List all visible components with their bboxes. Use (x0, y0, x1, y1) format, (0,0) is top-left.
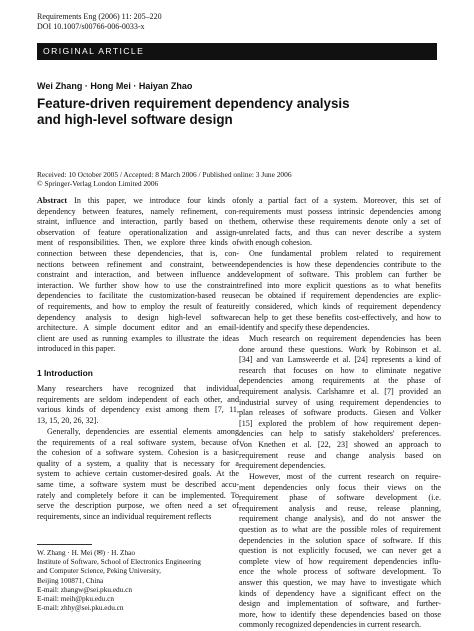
text-line: the cohesion of a software system. Cohesion is a basic (37, 448, 239, 458)
text-line: refined into more explicit questions as to what benefits (239, 280, 441, 290)
affiliation-line: Beijing 100871, China (37, 575, 104, 585)
body-paragraph (239, 249, 441, 334)
text-line: [34] and van Lamsweerde et al. [24] represents a kind of (239, 355, 441, 365)
text-line: requirement change analysis), and do not answer the (239, 514, 441, 524)
text-line: architecture. A simple document editor and an email- (37, 323, 239, 333)
text-line: with enough cohesion. (239, 238, 313, 248)
text-line: research that focuses on how to eliminate negative (239, 365, 441, 375)
text-line: done around these questions. Work by Robinson et al. (239, 344, 441, 354)
affiliation-line: Institute of Software, School of Electronics Engineering (37, 557, 201, 567)
text-line: rately and completely before it can be implemented. To (37, 490, 239, 500)
text-line: ence the whole process of software development. To (239, 567, 441, 577)
text-line: same time, a software system must be described accu- (37, 479, 239, 489)
text-line: can help to get these benefits cost-effectively, and how to (239, 312, 441, 322)
text-line: requirements, since an individual requirement reflects (37, 511, 212, 521)
text-line: However, most of the current research on require- (249, 472, 441, 481)
text-line: the requirements of a real software system, because of (37, 437, 239, 447)
text-line: dependencies is how these dependencies contribute to the (239, 259, 441, 269)
copyright-line: © Springer-Verlag London Limited 2006 (37, 179, 159, 189)
text-line: Abstract In this paper, we introduce four kinds of (37, 196, 239, 205)
text-line: them, otherwise these requirements denote only a set of (239, 217, 441, 227)
text-line: development of software. This problem can further be (239, 270, 441, 280)
article-type-label: ORIGINAL ARTICLE (43, 46, 145, 56)
text-line: straint, influence and interaction, partly based on the (37, 217, 239, 227)
text-line: only a partial fact of a system. Moreover, this set of (239, 196, 441, 205)
text-line: interaction. We further show how to use the constraint (37, 280, 239, 290)
text-line: various kinds of dependency exist among them [7, 11, (37, 405, 239, 415)
affiliation-line: and Computer Science, Peking University, (37, 566, 161, 576)
text-line: requirement analysis and reuse, release planning, (239, 503, 441, 513)
text-line: dependency analysis to design high-level software (37, 312, 239, 322)
text-line: client are used as running examples to illustrate the ideas (37, 333, 239, 343)
text-line: industrial survey of using requirement dependencies to (239, 397, 441, 407)
intro-paragraph (37, 384, 239, 426)
text-line: observation of feature operationalization and assign- (37, 227, 239, 237)
journal-doi: DOI 10.1007/s00766-006-0033-x (37, 22, 145, 31)
text-line: requirements are seldom independent of each other, and (37, 394, 239, 404)
text-line: requirement analysis. Carlshamre et al. [7] provided an (239, 386, 441, 396)
title-line: Feature-driven requirement dependency analysis (37, 96, 350, 111)
email-line: E-mail: zhangw@sei.pku.edu.cn (37, 584, 133, 594)
text-line: system to achieve certain customer-desired goals. At the (37, 469, 239, 479)
text-line: dependency between features, namely refinement, con- (37, 206, 239, 216)
text-line: ment of responsibilities. Then, we explore three kinds of (37, 238, 239, 248)
text-line: connection between these dependencies, that is, con- (37, 248, 239, 258)
text-line: identify and specify these dependencies. (239, 323, 370, 333)
text-line: introduced in this paper. (37, 344, 116, 354)
text-line: answer this question, we may have to investigate which (239, 577, 441, 587)
text-line: quality of a system, a quality that is necessary for a (37, 458, 239, 468)
journal-header (37, 12, 162, 32)
article-type-banner (37, 43, 437, 60)
abstract-label: Abstract (37, 196, 68, 205)
text-line: commonly recognized dependencies in current research. (239, 620, 422, 630)
text-line: requirement dependencies. (239, 461, 326, 471)
text-line: of requirements, and how to employ the result of feature (37, 301, 239, 311)
text-line: design and implementation of software, and further- (239, 599, 441, 609)
affiliation-line: W. Zhang · H. Mei (✉) · H. Zhao (37, 548, 136, 557)
publication-dates (37, 170, 292, 189)
body-paragraph (239, 196, 441, 249)
text-line: requirement reuse and change analysis based on (239, 450, 441, 460)
title-line: and high-level software design (37, 112, 233, 127)
text-line: unrelated facts, and thus can never describe a system (239, 227, 441, 237)
text-line: [15] explored the problem of how requirement depen- (239, 418, 441, 428)
section-heading: 1 Introduction (37, 368, 93, 378)
affiliation (37, 548, 201, 612)
authors: Wei Zhang · Hong Mei · Haiyan Zhao (37, 81, 193, 91)
text-line: Von Knethen et al. [22, 23] showed an approach to (239, 439, 441, 449)
text-line: kinds of dependency have a significant effect on the (239, 588, 441, 598)
abstract (37, 196, 239, 355)
journal-citation: Requirements Eng (2006) 11: 205–220 (37, 12, 162, 21)
text-line: can be obtained if requirement dependencies are explic- (239, 291, 441, 301)
text-line: constraint and interaction, and between influence and (37, 270, 239, 280)
text-line: dependencies in the solution space of software. If this (239, 535, 441, 545)
text-line: Many researchers have recognized that individual (37, 384, 239, 393)
intro-paragraph (37, 427, 239, 522)
text-line: dependencies among requirements at the phase of (239, 376, 441, 386)
dates-line: Received: 10 October 2005 / Accepted: 8 March 2006 / Published online: 3 June 2006 (37, 170, 292, 179)
text-line: serve the description purpose, we often need a set of (37, 501, 239, 511)
footnote-rule (37, 544, 92, 545)
text-line: plan releases of software products. Giesen and Volker (239, 408, 441, 418)
email-line: E-mail: zhhy@sei.pku.edu.cn (37, 603, 124, 613)
text-line: Much research on requirement dependencies has been (249, 334, 441, 343)
body-paragraph (239, 334, 441, 472)
text-line: question is not explicitly focused, we can never get a (239, 546, 441, 556)
text-line: requirement phase of software development (i.e. (239, 493, 441, 503)
text-line: Generally, dependencies are essential elements among (47, 427, 239, 436)
text-line: itly considered, which kinds of requirement dependency (239, 301, 441, 311)
text-line: dependencies to facilitate the customization-based reuse (37, 291, 239, 301)
body-paragraph (239, 472, 441, 631)
text-line: One fundamental problem related to requirement (249, 249, 441, 258)
text-line: question as to what are the possible roles of requirement (239, 524, 441, 534)
text-line: 13, 15, 20, 26, 32]. (37, 415, 99, 425)
text-line: complete view of how requirement dependencies influ- (239, 556, 441, 566)
text-line: nections between refinement and constraint, between (37, 259, 239, 269)
text-line: ment dependencies only focus their views on the (239, 482, 441, 492)
text-line: more, how to identify these dependencies based on those (239, 609, 441, 619)
email-line: E-mail: meih@pku.edu.cn (37, 594, 115, 604)
text-line: dencies can help to satisfy stakeholders' preferences. (239, 429, 441, 439)
paper-title (37, 96, 437, 128)
text-line: requirements must possess intrinsic dependencies among (239, 206, 441, 216)
